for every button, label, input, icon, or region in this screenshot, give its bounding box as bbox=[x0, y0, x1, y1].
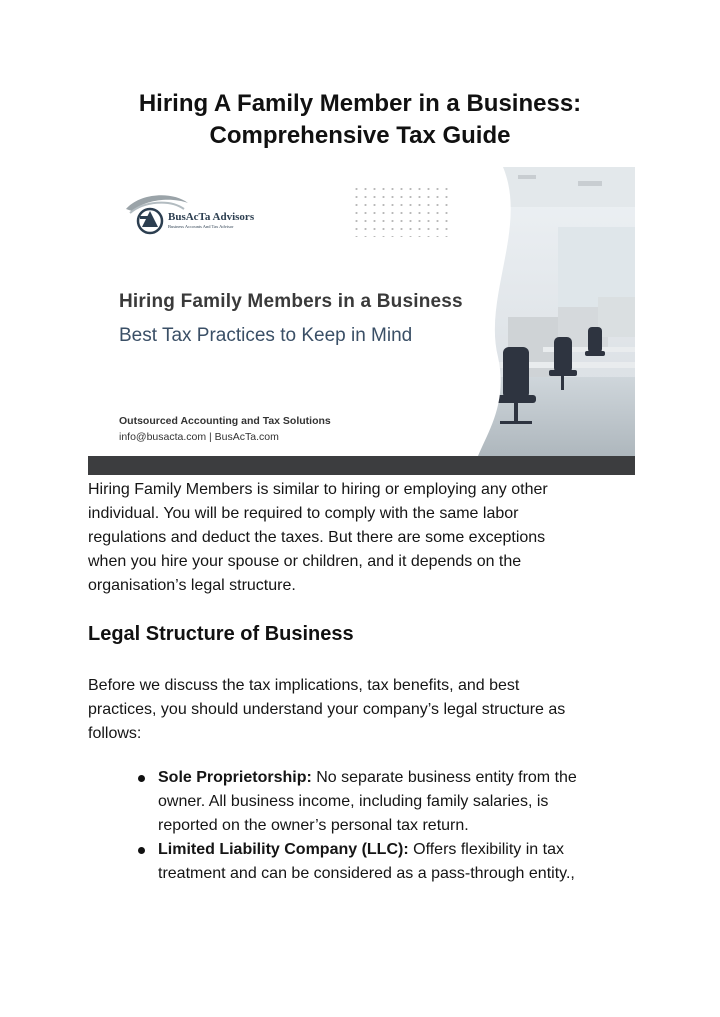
list-item bbox=[130, 766, 650, 838]
list-item-term: Sole Proprietorship: bbox=[158, 769, 312, 786]
hero-banner-image bbox=[88, 167, 635, 475]
list-item-text: No separate business entity from the bbox=[311, 769, 577, 786]
logo-tagline: Business Accounts And Tax Advisor bbox=[168, 224, 234, 229]
intro-line: Hiring Family Members is similar to hiring or employing any other bbox=[88, 481, 548, 498]
document-title bbox=[60, 88, 660, 152]
banner-bottom-bar bbox=[88, 456, 635, 475]
title-line-2: Comprehensive Tax Guide bbox=[209, 122, 511, 149]
list-item-text: Offers flexibility in tax bbox=[408, 841, 564, 858]
bullet-icon bbox=[138, 775, 145, 782]
list-item-line: owner. All business income, including family salaries, is bbox=[158, 793, 549, 810]
legal-structure-list bbox=[130, 766, 650, 886]
banner-heading: Hiring Family Members in a Business bbox=[119, 291, 463, 312]
lead-line: follows: bbox=[88, 725, 142, 742]
intro-line: when you hire your spouse or children, and it depends on the bbox=[88, 553, 522, 570]
lead-line: Before we discuss the tax implications, tax benefits, and best bbox=[88, 677, 520, 694]
dot-pattern bbox=[352, 185, 452, 237]
title-line-1: Hiring A Family Member in a Business: bbox=[138, 90, 582, 117]
banner-subheading: Best Tax Practices to Keep in Mind bbox=[119, 325, 413, 346]
banner-outsourced-line: Outsourced Accounting and Tax Solutions bbox=[119, 415, 331, 427]
list-item-line: treatment and can be considered as a pass-through entity., bbox=[158, 865, 575, 882]
banner-contact-line: info@busacta.com | BusAcTa.com bbox=[119, 431, 279, 443]
section-heading: Legal Structure of Business bbox=[88, 623, 354, 645]
intro-line: individual. You will be required to comply with the same labor bbox=[88, 505, 519, 522]
bullet-icon bbox=[138, 847, 145, 854]
section-lead-paragraph bbox=[88, 674, 628, 746]
intro-line: regulations and deduct the taxes. But there are some exceptions bbox=[88, 529, 546, 546]
logo-name: BusAcTa Advisors bbox=[168, 211, 255, 223]
list-item-line: reported on the owner’s personal tax return. bbox=[158, 817, 469, 834]
list-item-first-line bbox=[158, 766, 650, 790]
list-item-term: Limited Liability Company (LLC): bbox=[158, 841, 409, 858]
intro-paragraph bbox=[88, 478, 628, 598]
intro-line: organisation’s legal structure. bbox=[88, 577, 296, 594]
lead-line: practices, you should understand your company’s legal structure as bbox=[88, 701, 566, 718]
list-item bbox=[130, 838, 650, 886]
list-item-first-line bbox=[158, 838, 650, 862]
